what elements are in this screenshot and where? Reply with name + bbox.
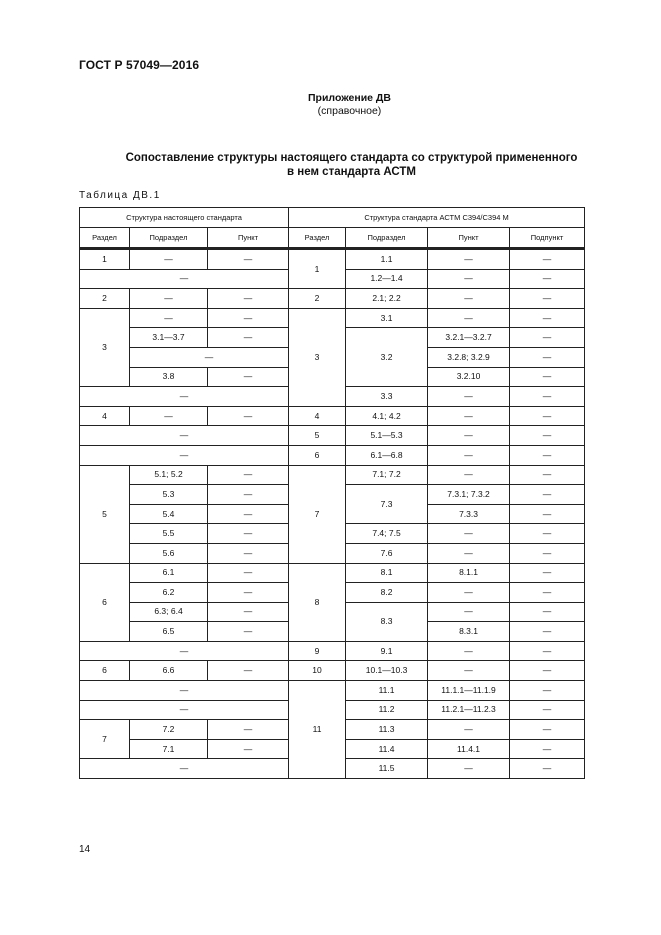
- table-cell: —: [208, 250, 289, 270]
- table-row: [80, 250, 585, 270]
- table-cell: —: [510, 563, 585, 583]
- table-cell: —: [428, 426, 510, 446]
- table-cell: —: [428, 661, 510, 681]
- table-cell: —: [428, 289, 510, 309]
- table-cell: —: [510, 759, 585, 779]
- table-cell: —: [510, 445, 585, 465]
- table-cell: —: [208, 739, 289, 759]
- table-cell: —: [510, 681, 585, 701]
- table-cell: —: [510, 583, 585, 603]
- table-cell: 3: [80, 308, 130, 386]
- column-header: Раздел: [80, 228, 130, 249]
- table-cell: —: [80, 445, 289, 465]
- table-group-header-row: [80, 208, 585, 228]
- table-cell: 5.4: [130, 504, 208, 524]
- column-header: Пункт: [428, 228, 510, 249]
- table-cell: —: [428, 445, 510, 465]
- table-cell: —: [510, 465, 585, 485]
- table-cell: 6.5: [130, 622, 208, 642]
- table-cell: —: [208, 308, 289, 328]
- table-cell: —: [80, 759, 289, 779]
- table-cell: —: [208, 485, 289, 505]
- table-cell: 8.1.1: [428, 563, 510, 583]
- column-header: Подпункт: [510, 228, 585, 249]
- table-cell: 11.1.1—11.1.9: [428, 681, 510, 701]
- table-cell: —: [208, 583, 289, 603]
- table-cell: —: [428, 465, 510, 485]
- group-header-astm-standard: Структура стандарта АСТМ C394/C394 M: [289, 208, 585, 228]
- table-cell: —: [510, 387, 585, 407]
- table-cell: —: [428, 269, 510, 289]
- table-row: [80, 563, 585, 583]
- table-cell: —: [208, 524, 289, 544]
- table-cell: 4: [80, 406, 130, 426]
- table-cell: —: [130, 308, 208, 328]
- table-cell: —: [510, 328, 585, 348]
- table-cell: 5.1; 5.2: [130, 465, 208, 485]
- table-cell: 3.8: [130, 367, 208, 387]
- table-cell: 7.1: [130, 739, 208, 759]
- table-cell: —: [510, 524, 585, 544]
- table-cell: 1: [80, 250, 130, 270]
- table-cell: —: [208, 367, 289, 387]
- table-cell: 6.1—6.8: [346, 445, 428, 465]
- table-cell: —: [208, 465, 289, 485]
- table-cell: 7.3.1; 7.3.2: [428, 485, 510, 505]
- column-header: Подраздел: [346, 228, 428, 249]
- table-cell: —: [208, 328, 289, 348]
- table-cell: 1.1: [346, 250, 428, 270]
- table-title-line-2: в нем стандарта АСТМ: [287, 166, 416, 178]
- table-cell: 7.4; 7.5: [346, 524, 428, 544]
- table-cell: 4.1; 4.2: [346, 406, 428, 426]
- table-cell: —: [510, 504, 585, 524]
- table-cell: —: [510, 289, 585, 309]
- table-cell: —: [510, 406, 585, 426]
- table-cell: —: [510, 700, 585, 720]
- table-cell: 8.1: [346, 563, 428, 583]
- table-cell: 1.2—1.4: [346, 269, 428, 289]
- document-code: ГОСТ Р 57049—2016: [79, 58, 200, 72]
- table-cell: 8: [289, 563, 346, 641]
- table-cell: 10.1—10.3: [346, 661, 428, 681]
- table-cell: 6.6: [130, 661, 208, 681]
- table-row: [80, 465, 585, 485]
- table-cell: —: [130, 347, 289, 367]
- table-cell: —: [80, 700, 289, 720]
- table-cell: —: [510, 347, 585, 367]
- table-cell: 6: [80, 661, 130, 681]
- table-cell: 7: [80, 720, 130, 759]
- comparison-table: [79, 207, 585, 779]
- table-cell: 11.4: [346, 739, 428, 759]
- table-cell: 3.2: [346, 328, 428, 387]
- table-cell: —: [510, 622, 585, 642]
- table-cell: —: [510, 250, 585, 270]
- table-cell: 3.2.10: [428, 367, 510, 387]
- table-cell: 5.5: [130, 524, 208, 544]
- table-cell: —: [428, 308, 510, 328]
- table-row: [80, 406, 585, 426]
- table-cell: —: [208, 289, 289, 309]
- table-cell: —: [130, 289, 208, 309]
- table-cell: —: [510, 308, 585, 328]
- table-cell: 3.2.8; 3.2.9: [428, 347, 510, 367]
- table-cell: —: [428, 406, 510, 426]
- table-cell: 1: [289, 250, 346, 289]
- table-cell: —: [428, 387, 510, 407]
- table-cell: —: [510, 485, 585, 505]
- table-cell: 6: [289, 445, 346, 465]
- table-cell: —: [208, 661, 289, 681]
- table-cell: 7.2: [130, 720, 208, 740]
- table-cell: 8.2: [346, 583, 428, 603]
- table-cell: 7.6: [346, 543, 428, 563]
- table-cell: 5.1—5.3: [346, 426, 428, 446]
- table-cell: —: [428, 543, 510, 563]
- table-cell: —: [428, 583, 510, 603]
- table-cell: 3: [289, 308, 346, 406]
- column-header: Пункт: [208, 228, 289, 249]
- table-cell: —: [208, 622, 289, 642]
- table-cell: 5: [80, 465, 130, 563]
- table-cell: 6.2: [130, 583, 208, 603]
- table-cell: —: [80, 426, 289, 446]
- table-cell: 9.1: [346, 641, 428, 661]
- table-cell: —: [208, 543, 289, 563]
- table-row: [80, 426, 585, 446]
- table-row: [80, 641, 585, 661]
- table-cell: —: [510, 269, 585, 289]
- table-cell: —: [208, 406, 289, 426]
- table-cell: —: [510, 641, 585, 661]
- table-cell: 6.1: [130, 563, 208, 583]
- table-cell: 3.2.1—3.2.7: [428, 328, 510, 348]
- table-cell: 5.6: [130, 543, 208, 563]
- table-cell: 7.1; 7.2: [346, 465, 428, 485]
- table-title-line-1: Сопоставление структуры настоящего стандарта со структурой примененного: [125, 152, 578, 164]
- table-cell: —: [510, 739, 585, 759]
- table-cell: —: [428, 250, 510, 270]
- table-cell: 11.3: [346, 720, 428, 740]
- table-cell: —: [80, 641, 289, 661]
- table-cell: 6: [80, 563, 130, 641]
- table-row: [80, 661, 585, 681]
- table-cell: 8.3.1: [428, 622, 510, 642]
- table-cell: —: [510, 543, 585, 563]
- table-cell: 11.2.1—11.2.3: [428, 700, 510, 720]
- table-cell: 2: [80, 289, 130, 309]
- appendix-title: Приложение ДВ: [308, 92, 391, 104]
- table-cell: 5.3: [130, 485, 208, 505]
- table-cell: —: [510, 426, 585, 446]
- table-cell: —: [80, 269, 289, 289]
- table-cell: 7.3: [346, 485, 428, 524]
- table-cell: 2: [289, 289, 346, 309]
- table-cell: —: [208, 602, 289, 622]
- table-cell: —: [510, 661, 585, 681]
- table-cell: —: [130, 250, 208, 270]
- table-cell: —: [428, 602, 510, 622]
- appendix-subtitle: (справочное): [317, 105, 382, 117]
- table-cell: 6.3; 6.4: [130, 602, 208, 622]
- table-cell: 11: [289, 681, 346, 779]
- table-cell: —: [208, 720, 289, 740]
- table-cell: —: [428, 641, 510, 661]
- table-cell: 11.4.1: [428, 739, 510, 759]
- table-label: Таблица ДВ.1: [79, 190, 161, 201]
- page-number: 14: [79, 844, 91, 855]
- table-cell: —: [428, 720, 510, 740]
- table-cell: 11.5: [346, 759, 428, 779]
- table-cell: 3.3: [346, 387, 428, 407]
- table-cell: —: [428, 759, 510, 779]
- table-row: [80, 289, 585, 309]
- table-cell: —: [510, 720, 585, 740]
- column-header: Подраздел: [130, 228, 208, 249]
- table-cell: 3.1: [346, 308, 428, 328]
- table-cell: 11.2: [346, 700, 428, 720]
- table-cell: 3.1—3.7: [130, 328, 208, 348]
- table-cell: —: [208, 563, 289, 583]
- table-cell: —: [428, 524, 510, 544]
- table-cell: 7: [289, 465, 346, 563]
- table-cell: 8.3: [346, 602, 428, 641]
- table-cell: 7.3.3: [428, 504, 510, 524]
- table-cell: —: [80, 681, 289, 701]
- table-cell: —: [80, 387, 289, 407]
- table-cell: 10: [289, 661, 346, 681]
- table-cell: 5: [289, 426, 346, 446]
- column-header: Раздел: [289, 228, 346, 249]
- table-cell: 2.1; 2.2: [346, 289, 428, 309]
- group-header-current-standard: Структура настоящего стандарта: [80, 208, 289, 228]
- table-cell: 11.1: [346, 681, 428, 701]
- table-cell: —: [208, 504, 289, 524]
- table-row: [80, 445, 585, 465]
- table-cell: —: [130, 406, 208, 426]
- table-cell: 9: [289, 641, 346, 661]
- table-column-header-row: [80, 228, 585, 249]
- table-cell: —: [510, 602, 585, 622]
- table-row: [80, 308, 585, 328]
- table-row: [80, 681, 585, 701]
- table-cell: 4: [289, 406, 346, 426]
- table-cell: —: [510, 367, 585, 387]
